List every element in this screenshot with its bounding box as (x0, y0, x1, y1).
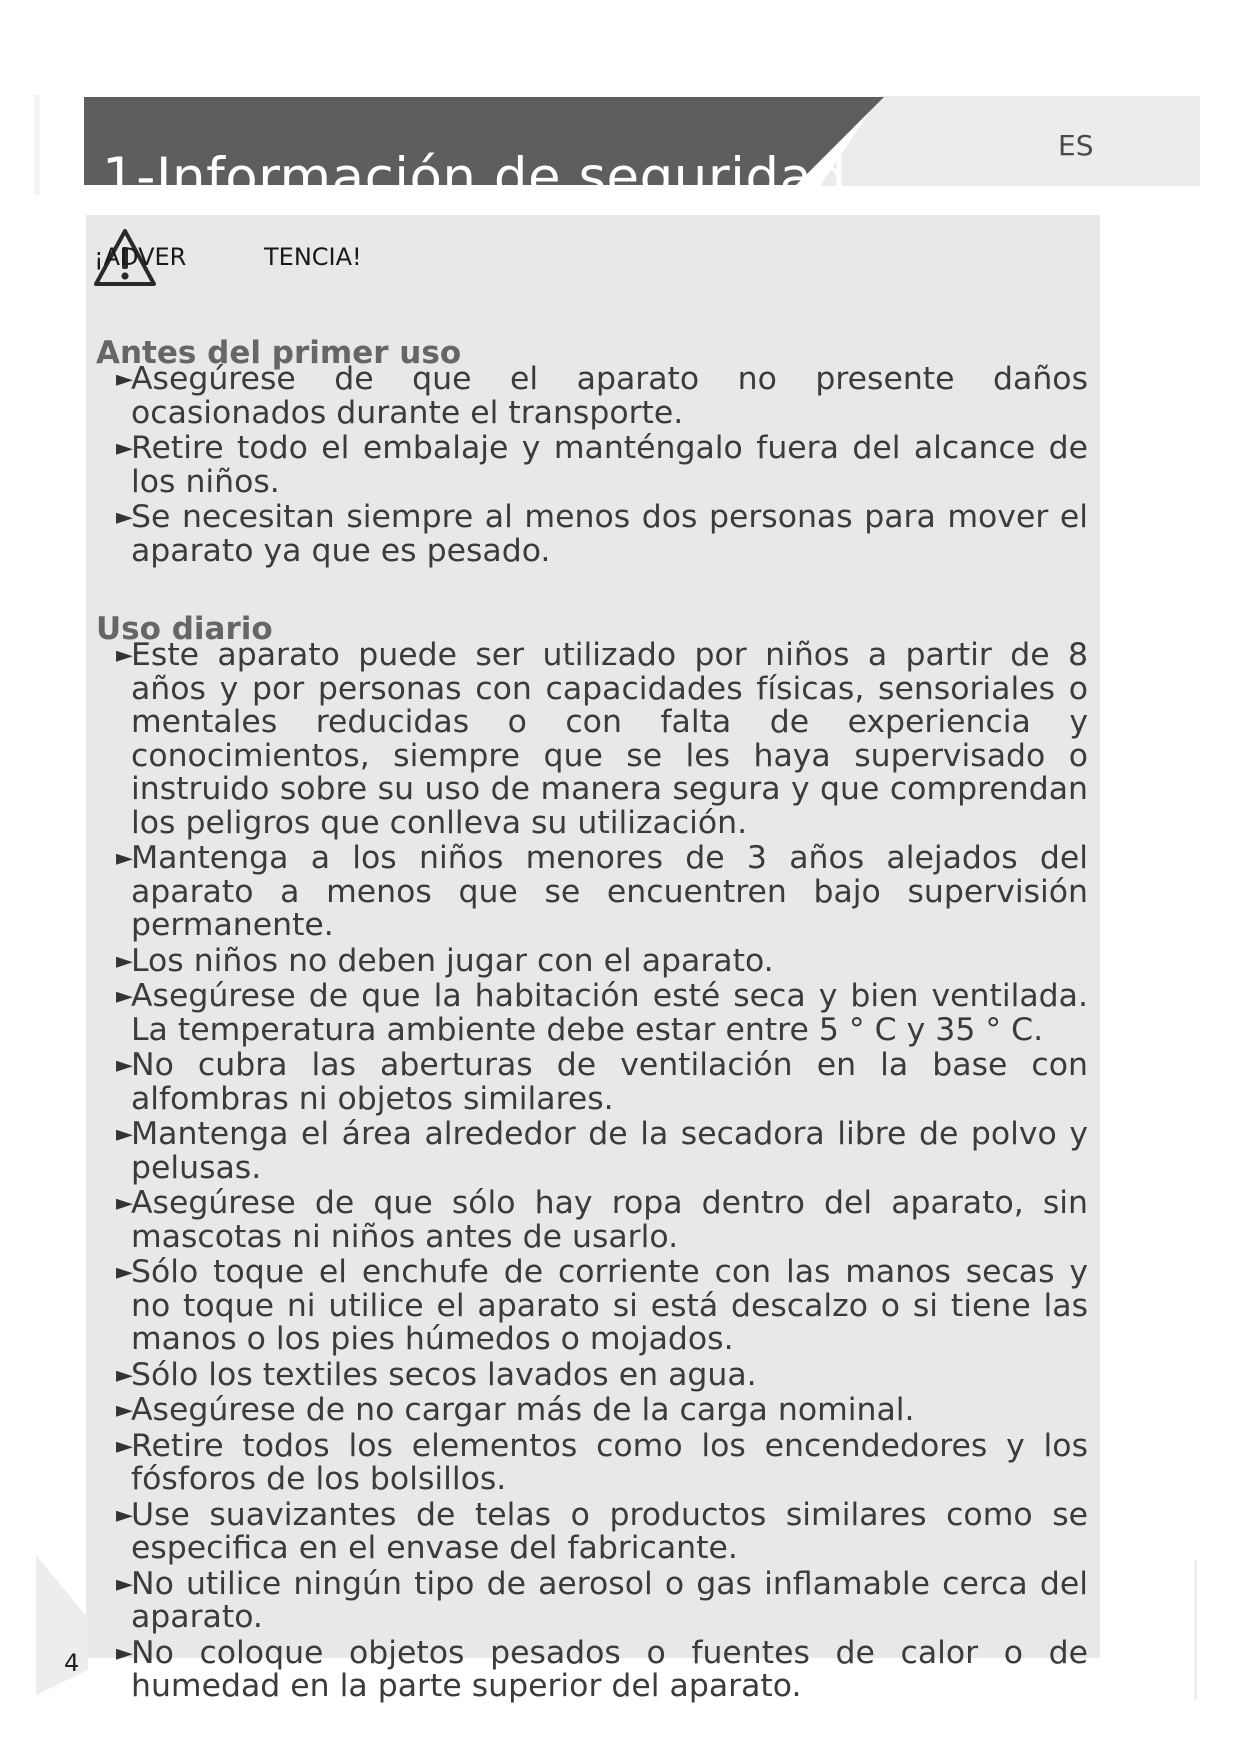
list-item (116, 361, 1088, 431)
list-item (116, 499, 1088, 569)
list-item-text: Mantenga a los niños menores de 3 años alejados del aparato a menos que se encuentren bajo supervisión permanente. (131, 840, 1088, 943)
page-edge-right (1194, 1560, 1197, 1700)
bullet-marker-icon: ► (116, 948, 133, 974)
bullet-marker-icon: ► (116, 1122, 133, 1147)
bullet-marker-icon: ► (116, 1502, 133, 1528)
list-item-text: No coloque objetos pesados o fuentes de calor o de humedad en la parte superior del aparato. (131, 1634, 1088, 1704)
list-item-text: Sólo toque el enchufe de corriente con las manos secas y no toque ni utilice el aparato si está descalzo o si tiene las manos o los pies húmedos o mojados. (131, 1254, 1088, 1357)
list-item-text: Asegúrese de que la habitación esté seca y bien ventilada. La temperatura ambiente debe estar entre 5 ° C y 35 ° C. (131, 978, 1088, 1048)
page-title: 1-Información de seguridad (102, 146, 847, 208)
bullet-marker-icon: ► (116, 1571, 133, 1597)
list-item (116, 1356, 1088, 1393)
language-code: ES (1058, 129, 1094, 162)
list-item-text: Los niños no deben jugar con el aparato. (131, 942, 774, 979)
list-item-text: Sólo los textiles secos lavados en agua. (131, 1356, 757, 1393)
list-item-text: Asegúrese de que el aparato no presente daños ocasionados durante el transporte. (131, 361, 1088, 431)
list-item (116, 942, 1088, 979)
list-item (116, 840, 1088, 943)
list-item-text: Mantenga el área alrededor de la secadora libre de polvo y pelusas. (131, 1116, 1088, 1186)
bullet-list-daily-use (116, 637, 1088, 1706)
list-item (116, 1392, 1088, 1428)
bullet-marker-icon: ► (116, 1362, 133, 1388)
section-heading-daily-use: Uso diario (96, 610, 273, 647)
list-item (116, 978, 1088, 1048)
list-item (116, 430, 1088, 500)
bullet-marker-icon: ► (116, 643, 133, 668)
bullet-marker-icon: ► (116, 846, 133, 871)
list-item (116, 1047, 1088, 1117)
list-item (116, 1116, 1088, 1186)
bullet-marker-icon: ► (116, 1398, 133, 1423)
header-language-band (820, 96, 1200, 186)
section-heading-before-first-use: Antes del primer uso (96, 334, 462, 371)
bullet-marker-icon: ► (116, 1053, 133, 1078)
list-item (116, 1185, 1088, 1255)
list-item-text: No cubra las aberturas de ventilación en la base con alfombras ni objetos similares. (131, 1047, 1088, 1117)
list-item-text: Use suavizantes de telas o productos similares como se especifica en el envase del fabricante. (131, 1496, 1088, 1566)
list-item-text: Retire todo el embalaje y manténgalo fuera del alcance de los niños. (131, 430, 1088, 500)
bullet-list-before-first-use (116, 361, 1088, 570)
list-item (116, 1634, 1088, 1704)
list-item (116, 1565, 1088, 1635)
warning-label-end: TENCIA! (264, 243, 362, 271)
bullet-marker-icon: ► (116, 367, 133, 392)
bullet-marker-icon: ► (116, 1640, 133, 1666)
list-item (116, 1496, 1088, 1566)
bullet-marker-icon: ► (116, 1191, 133, 1216)
bullet-marker-icon: ► (116, 1260, 133, 1285)
list-item-text: Se necesitan siempre al menos dos personas para mover el aparato ya que es pesado. (131, 499, 1088, 569)
list-item (116, 637, 1088, 841)
list-item-text: Retire todos los elementos como los encendedores y los fósforos de los bolsillos. (131, 1427, 1088, 1497)
bullet-marker-icon: ► (116, 1433, 133, 1459)
list-item (116, 1254, 1088, 1357)
bullet-marker-icon: ► (116, 505, 133, 530)
bullet-marker-icon: ► (116, 436, 133, 461)
list-item-text: Asegúrese de que sólo hay ropa dentro del aparato, sin mascotas ni niños antes de usarlo. (131, 1185, 1088, 1255)
page-edge-left (34, 95, 40, 195)
page-number: 4 (64, 1649, 80, 1677)
list-item-text: No utilice ningún tipo de aerosol o gas inflamable cerca del aparato. (131, 1565, 1088, 1635)
warning-banner (92, 228, 492, 288)
bullet-marker-icon: ► (116, 984, 133, 1009)
list-item (116, 1427, 1088, 1497)
list-item-text: Este aparato puede ser utilizado por niños a partir de 8 años y por personas con capacidades físicas, sensoriales o mentales reducidas o con falta de experiencia y conocimientos, siempre que se les haya supervisado o instruido sobre su uso de manera segura y que comprendan los peligros que conlleva su utilización. (131, 637, 1088, 841)
warning-label-start: ¡ADVER (94, 243, 187, 271)
list-item-text: Asegúrese de no cargar más de la carga nominal. (131, 1392, 915, 1428)
